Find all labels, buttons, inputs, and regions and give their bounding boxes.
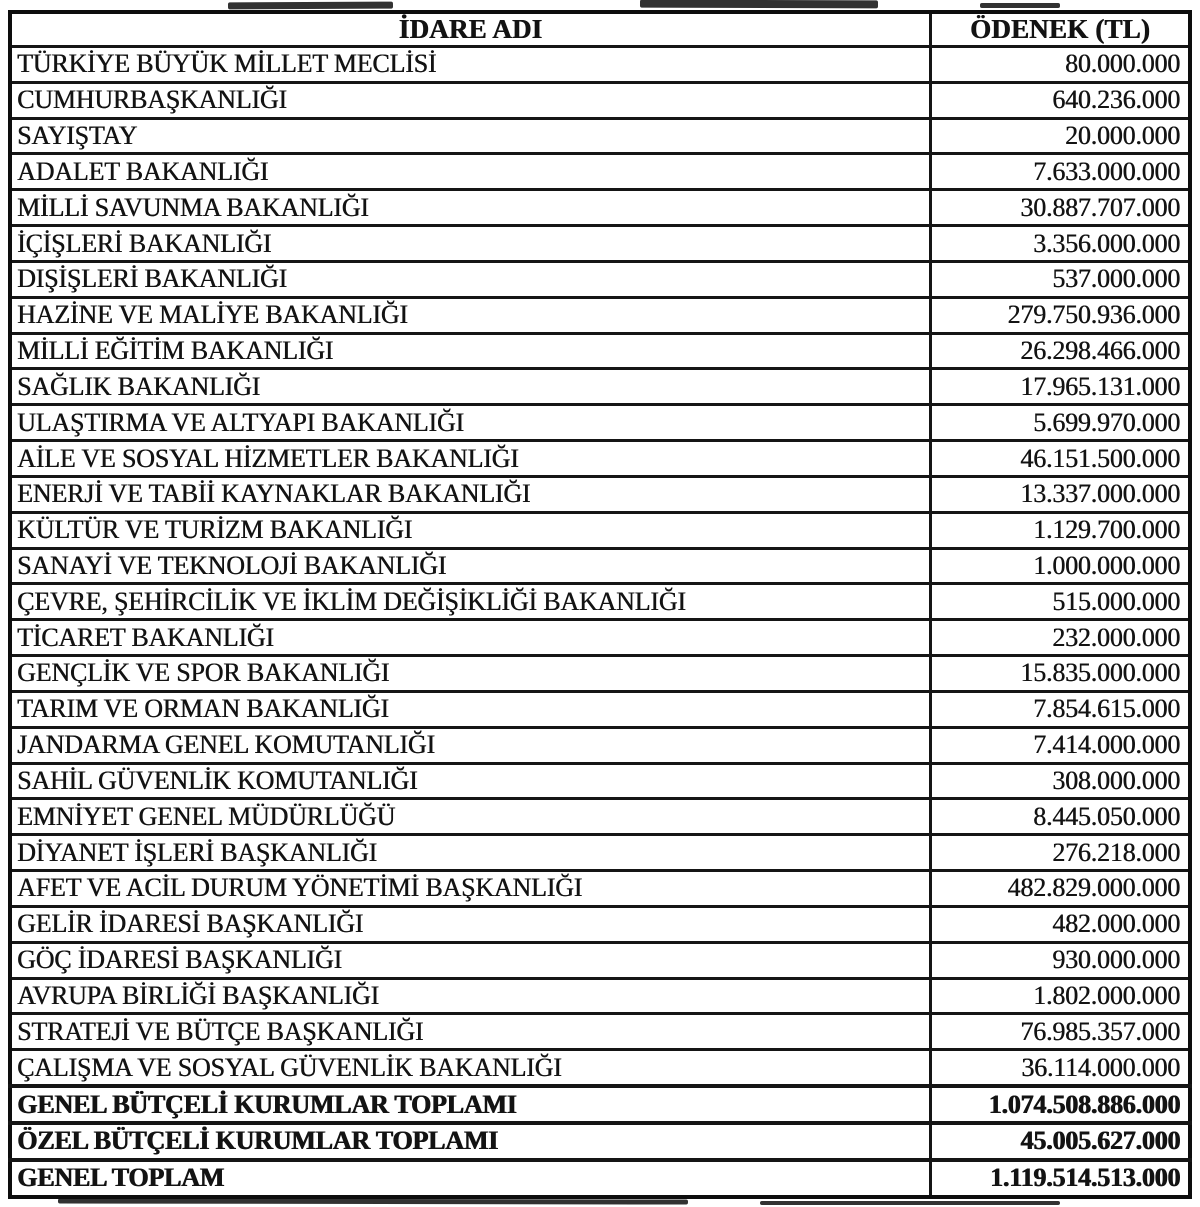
table-row xyxy=(10,1014,1190,1050)
odenek-amount-cell: 482.829.000.000 xyxy=(930,871,1190,907)
odenek-amount-cell: 515.000.000 xyxy=(930,584,1190,620)
idare-name-cell: SANAYİ VE TEKNOLOJİ BAKANLIĞI xyxy=(10,548,930,584)
idare-name-cell: ULAŞTIRMA VE ALTYAPI BAKANLIĞI xyxy=(10,405,930,441)
table-row xyxy=(10,835,1190,871)
table-row xyxy=(10,512,1190,548)
idare-name-cell: MİLLİ EĞİTİM BAKANLIĞI xyxy=(10,333,930,369)
budget-table xyxy=(8,10,1192,1199)
column-header-idare-adi: İDARE ADI xyxy=(10,12,930,47)
odenek-amount-cell: 1.074.508.886.000 xyxy=(930,1086,1190,1123)
table-row xyxy=(10,226,1190,262)
odenek-amount-cell: 7.414.000.000 xyxy=(930,727,1190,763)
table-row xyxy=(10,333,1190,369)
column-header-odenek-tl: ÖDENEK (TL) xyxy=(930,12,1190,47)
idare-name-cell: TİCARET BAKANLIĞI xyxy=(10,620,930,656)
odenek-amount-cell: 537.000.000 xyxy=(930,261,1190,297)
table-row xyxy=(10,82,1190,118)
idare-name-cell: MİLLİ SAVUNMA BAKANLIĞI xyxy=(10,190,930,226)
odenek-amount-cell: 640.236.000 xyxy=(930,82,1190,118)
idare-name-cell: JANDARMA GENEL KOMUTANLIĞI xyxy=(10,727,930,763)
odenek-amount-cell: 76.985.357.000 xyxy=(930,1014,1190,1050)
odenek-amount-cell: 5.699.970.000 xyxy=(930,405,1190,441)
table-row xyxy=(10,118,1190,154)
odenek-amount-cell: 1.129.700.000 xyxy=(930,512,1190,548)
total-row xyxy=(10,1160,1190,1197)
total-row xyxy=(10,1086,1190,1123)
idare-name-cell: AFET VE ACİL DURUM YÖNETİMİ BAŞKANLIĞI xyxy=(10,871,930,907)
scan-artifact xyxy=(760,1201,1060,1205)
table-row xyxy=(10,620,1190,656)
odenek-amount-cell: 26.298.466.000 xyxy=(930,333,1190,369)
scan-artifact xyxy=(640,0,878,8)
idare-name-cell: KÜLTÜR VE TURİZM BAKANLIĞI xyxy=(10,512,930,548)
odenek-amount-cell: 80.000.000 xyxy=(930,47,1190,83)
table-row xyxy=(10,799,1190,835)
table-row xyxy=(10,548,1190,584)
idare-name-cell: SAHİL GÜVENLİK KOMUTANLIĞI xyxy=(10,763,930,799)
idare-name-cell: GELİR İDARESİ BAŞKANLIĞI xyxy=(10,906,930,942)
idare-name-cell: SAĞLIK BAKANLIĞI xyxy=(10,369,930,405)
idare-name-cell: GENEL TOPLAM xyxy=(10,1160,930,1197)
table-row xyxy=(10,1050,1190,1086)
table-body xyxy=(10,47,1190,1198)
table-row xyxy=(10,727,1190,763)
odenek-amount-cell: 276.218.000 xyxy=(930,835,1190,871)
odenek-amount-cell: 308.000.000 xyxy=(930,763,1190,799)
table-row xyxy=(10,369,1190,405)
table-row xyxy=(10,763,1190,799)
odenek-amount-cell: 46.151.500.000 xyxy=(930,441,1190,477)
odenek-amount-cell: 279.750.936.000 xyxy=(930,297,1190,333)
table-row xyxy=(10,154,1190,190)
idare-name-cell: ADALET BAKANLIĞI xyxy=(10,154,930,190)
idare-name-cell: GENEL BÜTÇELİ KURUMLAR TOPLAMI xyxy=(10,1086,930,1123)
idare-name-cell: ÖZEL BÜTÇELİ KURUMLAR TOPLAMI xyxy=(10,1123,930,1160)
idare-name-cell: ENERJİ VE TABİİ KAYNAKLAR BAKANLIĞI xyxy=(10,476,930,512)
table-row xyxy=(10,942,1190,978)
total-row xyxy=(10,1123,1190,1160)
odenek-amount-cell: 482.000.000 xyxy=(930,906,1190,942)
header-row xyxy=(10,12,1190,47)
idare-name-cell: SAYIŞTAY xyxy=(10,118,930,154)
table-row xyxy=(10,47,1190,83)
odenek-amount-cell: 8.445.050.000 xyxy=(930,799,1190,835)
scan-artifact xyxy=(58,1198,688,1204)
odenek-amount-cell: 7.633.000.000 xyxy=(930,154,1190,190)
table-row xyxy=(10,476,1190,512)
odenek-amount-cell: 36.114.000.000 xyxy=(930,1050,1190,1086)
odenek-amount-cell: 232.000.000 xyxy=(930,620,1190,656)
table-row xyxy=(10,297,1190,333)
table-row xyxy=(10,978,1190,1014)
idare-name-cell: TARIM VE ORMAN BAKANLIĞI xyxy=(10,691,930,727)
odenek-amount-cell: 45.005.627.000 xyxy=(930,1123,1190,1160)
table-row xyxy=(10,691,1190,727)
odenek-amount-cell: 1.119.514.513.000 xyxy=(930,1160,1190,1197)
odenek-amount-cell: 17.965.131.000 xyxy=(930,369,1190,405)
idare-name-cell: DİYANET İŞLERİ BAŞKANLIĞI xyxy=(10,835,930,871)
table-row xyxy=(10,441,1190,477)
idare-name-cell: AVRUPA BİRLİĞİ BAŞKANLIĞI xyxy=(10,978,930,1014)
table-row xyxy=(10,261,1190,297)
scan-artifact xyxy=(980,3,1060,8)
idare-name-cell: ÇALIŞMA VE SOSYAL GÜVENLİK BAKANLIĞI xyxy=(10,1050,930,1086)
odenek-amount-cell: 7.854.615.000 xyxy=(930,691,1190,727)
idare-name-cell: TÜRKİYE BÜYÜK MİLLET MECLİSİ xyxy=(10,47,930,83)
idare-name-cell: ÇEVRE, ŞEHİRCİLİK VE İKLİM DEĞİŞİKLİĞİ BAKANLIĞI xyxy=(10,584,930,620)
idare-name-cell: HAZİNE VE MALİYE BAKANLIĞI xyxy=(10,297,930,333)
table-row xyxy=(10,190,1190,226)
odenek-amount-cell: 1.802.000.000 xyxy=(930,978,1190,1014)
odenek-amount-cell: 1.000.000.000 xyxy=(930,548,1190,584)
odenek-amount-cell: 13.337.000.000 xyxy=(930,476,1190,512)
odenek-amount-cell: 30.887.707.000 xyxy=(930,190,1190,226)
odenek-amount-cell: 15.835.000.000 xyxy=(930,656,1190,692)
idare-name-cell: DIŞİŞLERİ BAKANLIĞI xyxy=(10,261,930,297)
table-row xyxy=(10,584,1190,620)
idare-name-cell: STRATEJİ VE BÜTÇE BAŞKANLIĞI xyxy=(10,1014,930,1050)
table-row xyxy=(10,906,1190,942)
odenek-amount-cell: 3.356.000.000 xyxy=(930,226,1190,262)
odenek-amount-cell: 20.000.000 xyxy=(930,118,1190,154)
idare-name-cell: AİLE VE SOSYAL HİZMETLER BAKANLIĞI xyxy=(10,441,930,477)
idare-name-cell: GENÇLİK VE SPOR BAKANLIĞI xyxy=(10,656,930,692)
idare-name-cell: İÇİŞLERİ BAKANLIĞI xyxy=(10,226,930,262)
idare-name-cell: EMNİYET GENEL MÜDÜRLÜĞÜ xyxy=(10,799,930,835)
idare-name-cell: GÖÇ İDARESİ BAŞKANLIĞI xyxy=(10,942,930,978)
odenek-amount-cell: 930.000.000 xyxy=(930,942,1190,978)
table-row xyxy=(10,405,1190,441)
idare-name-cell: CUMHURBAŞKANLIĞI xyxy=(10,82,930,118)
table-row xyxy=(10,871,1190,907)
table-row xyxy=(10,656,1190,692)
scan-artifact xyxy=(228,2,393,10)
